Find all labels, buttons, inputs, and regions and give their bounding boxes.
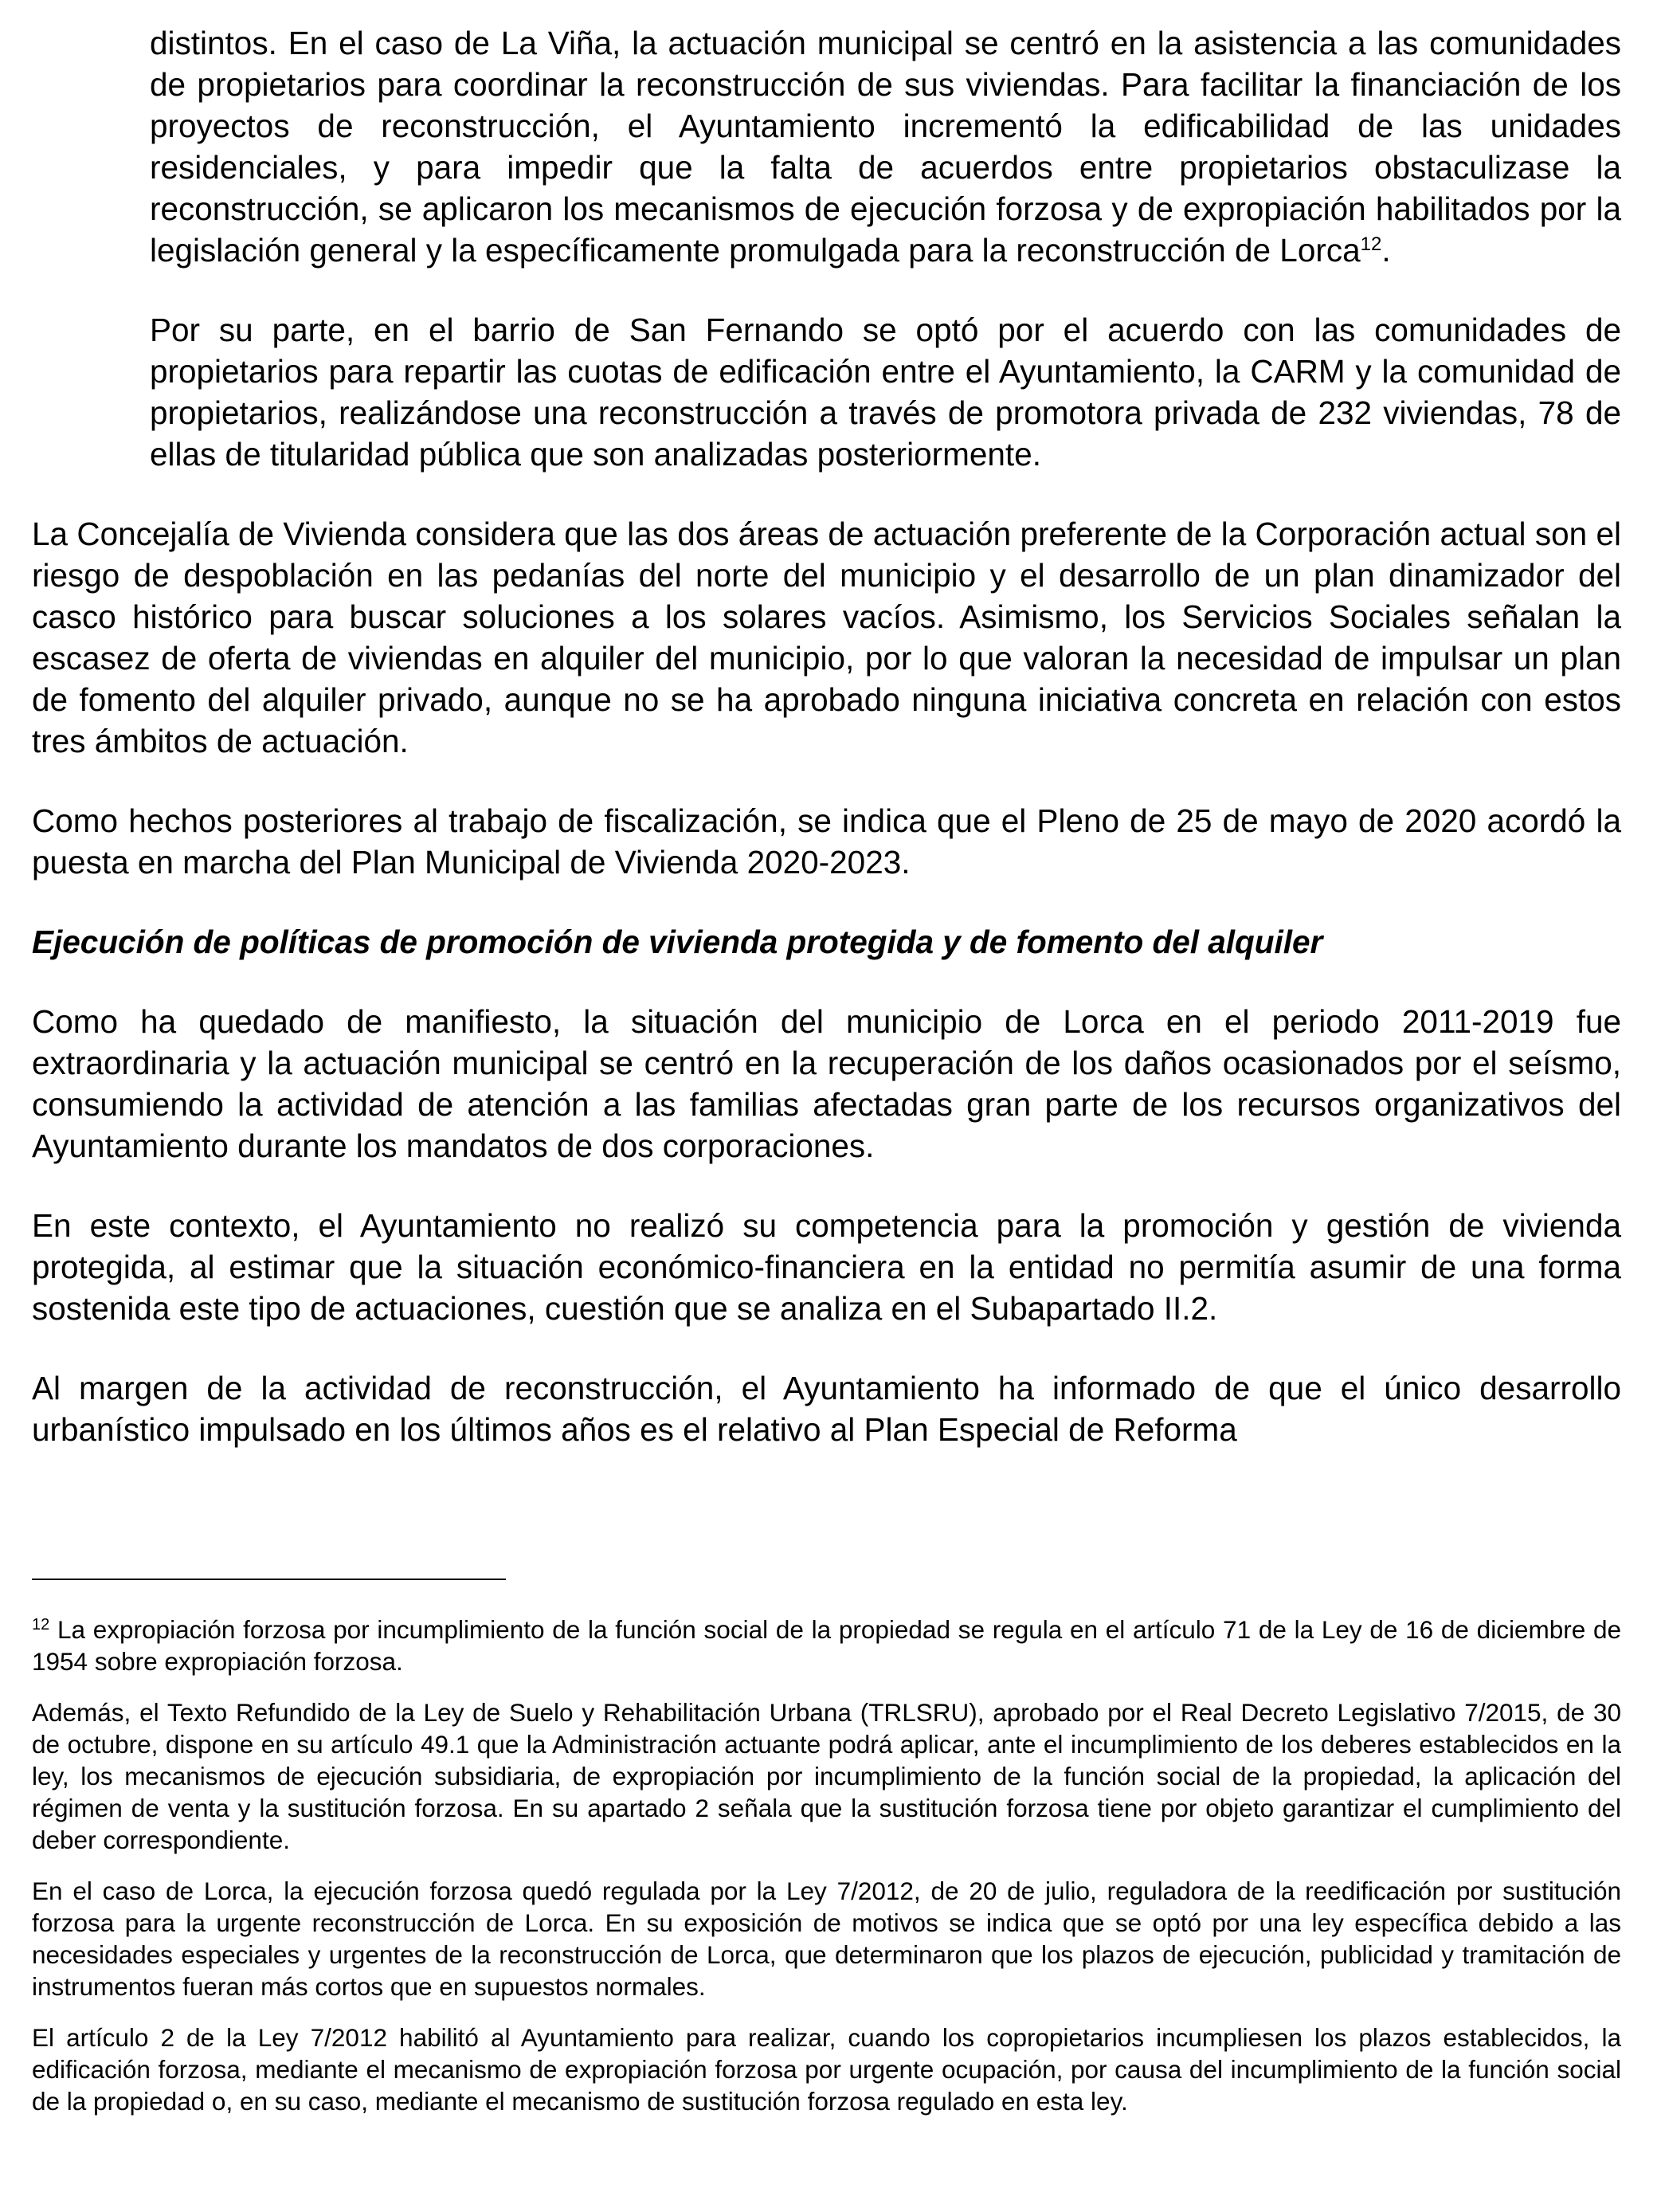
paragraph-san-fernando: Por su parte, en el barrio de San Fernando se optó por el acuerdo con las comunidades de propietarios para repartir las cuotas de edificación entre el Ayuntamiento, la CARM y la comunidad de propietarios, realizándose una reconstrucción a través de promotora privada de 232 viviendas, 78 de ellas de titularidad pública que son analizadas posteriormente.	[150, 312, 1621, 473]
footnote-ref-12[interactable]: 12	[1360, 233, 1382, 255]
paragraph-la-vina-end: .	[1381, 232, 1391, 269]
paragraph-contexto: En este contexto, el Ayuntamiento no realizó su competencia para la promoción y gestión de vivienda protegida, al estimar que la situación económico-financiera en la entidad no permitía asumir de una forma sostenida este tipo de actuaciones, cuestión que se analiza en el Subapartado II.2.	[32, 1207, 1621, 1327]
footnote-12-p3: En el caso de Lorca, la ejecución forzosa quedó regulada por la Ley 7/2012, de 20 de julio, reguladora de la reedificación por sustitución forzosa para la urgente reconstrucción de Lorca. En su exposición de motivos se indica que se optó por una ley específica debido a las necesidades especiales y urgentes de la reconstrucción de Lorca, que determinaron que los plazos de ejecución, publicidad y tramitación de instrumentos fueran más cortos que en supuestos normales.	[32, 1877, 1621, 2001]
paragraph-hechos-posteriores: Como hechos posteriores al trabajo de fiscalización, se indica que el Pleno de 25 de mayo de 2020 acordó la puesta en marcha del Plan Municipal de Vivienda 2020-2023.	[32, 802, 1621, 880]
footnote-separator	[32, 1579, 506, 1580]
document-body	[32, 22, 1621, 1450]
footnote-12-p1-text: La expropiación forzosa por incumplimiento de la función social de la propiedad se regula en el artículo 71 de la Ley de 16 de diciembre de 1954 sobre expropiación forzosa.	[32, 1615, 1621, 1676]
footnotes	[32, 1614, 1621, 2117]
footnote-12-p2: Además, el Texto Refundido de la Ley de Suelo y Rehabilitación Urbana (TRLSRU), aprobado por el Real Decreto Legislativo 7/2015, de 30 de octubre, dispone en su artículo 49.1 que la Administración actuante podrá aplicar, ante el incumplimiento de los deberes establecidos en la ley, los mecanismos de ejecución subsidiaria, de expropiación por incumplimiento de la función social de la propiedad, la aplicación del régimen de venta y la sustitución forzosa. En su apartado 2 señala que la sustitución forzosa tiene por objeto garantizar el cumplimiento del deber correspondiente.	[32, 1698, 1621, 1854]
paragraph-la-vina-text: distintos. En el caso de La Viña, la actuación municipal se centró en la asistencia a las comunidades de propietarios para coordinar la reconstrucción de sus viviendas. Para facilitar la financiación de los proyectos de reconstrucción, el Ayuntamiento incrementó la edificabilidad de las unidades residenciales, y para impedir que la falta de acuerdos entre propietarios obstaculizase la reconstrucción, se aplicaron los mecanismos de ejecución forzosa y de expropiación habilitados por la legislación general y la específicamente promulgada para la reconstrucción de Lorca	[150, 25, 1621, 269]
paragraph-margen-reconstruccion: Al margen de la actividad de reconstrucción, el Ayuntamiento ha informado de que el único desarrollo urbanístico impulsado en los últimos años es el relativo al Plan Especial de Reforma	[32, 1370, 1621, 1448]
paragraph-concejalia-vivienda: La Concejalía de Vivienda considera que las dos áreas de actuación preferente de la Corporación actual son el riesgo de despoblación en las pedanías del norte del municipio y el desarrollo de un plan dinamizador del casco histórico para buscar soluciones a los solares vacíos. Asimismo, los Servicios Sociales señalan la escasez de oferta de viviendas en alquiler del municipio, por lo que valoran la necesidad de impulsar un plan de fomento del alquiler privado, aunque no se ha aprobado ninguna iniciativa concreta en relación con estos tres ámbitos de actuación.	[32, 516, 1621, 759]
footnote-12-p1	[32, 1614, 1621, 1677]
footnote-marker-12: 12	[32, 1616, 50, 1634]
footnote-12-p4: El artículo 2 de la Ley 7/2012 habilitó al Ayuntamiento para realizar, cuando los copropietarios incumpliesen los plazos establecidos, la edificación forzosa, mediante el mecanismo de expropiación forzosa por urgente ocupación, por causa del incumplimiento de la función social de la propiedad o, en su caso, mediante el mecanismo de sustitución forzosa regulado en esta ley.	[32, 2023, 1621, 2116]
section-heading: Ejecución de políticas de promoción de vivienda protegida y de fomento del alquiler	[32, 924, 1323, 960]
paragraph-situacion-municipio: Como ha quedado de manifiesto, la situación del municipio de Lorca en el periodo 2011-2019 fue extraordinaria y la actuación municipal se centró en la recuperación de los daños ocasionados por el seísmo, consumiendo la actividad de atención a las familias afectadas gran parte de los recursos organizativos del Ayuntamiento durante los mandatos de dos corporaciones.	[32, 1003, 1621, 1164]
paragraph-la-vina	[150, 22, 1621, 271]
